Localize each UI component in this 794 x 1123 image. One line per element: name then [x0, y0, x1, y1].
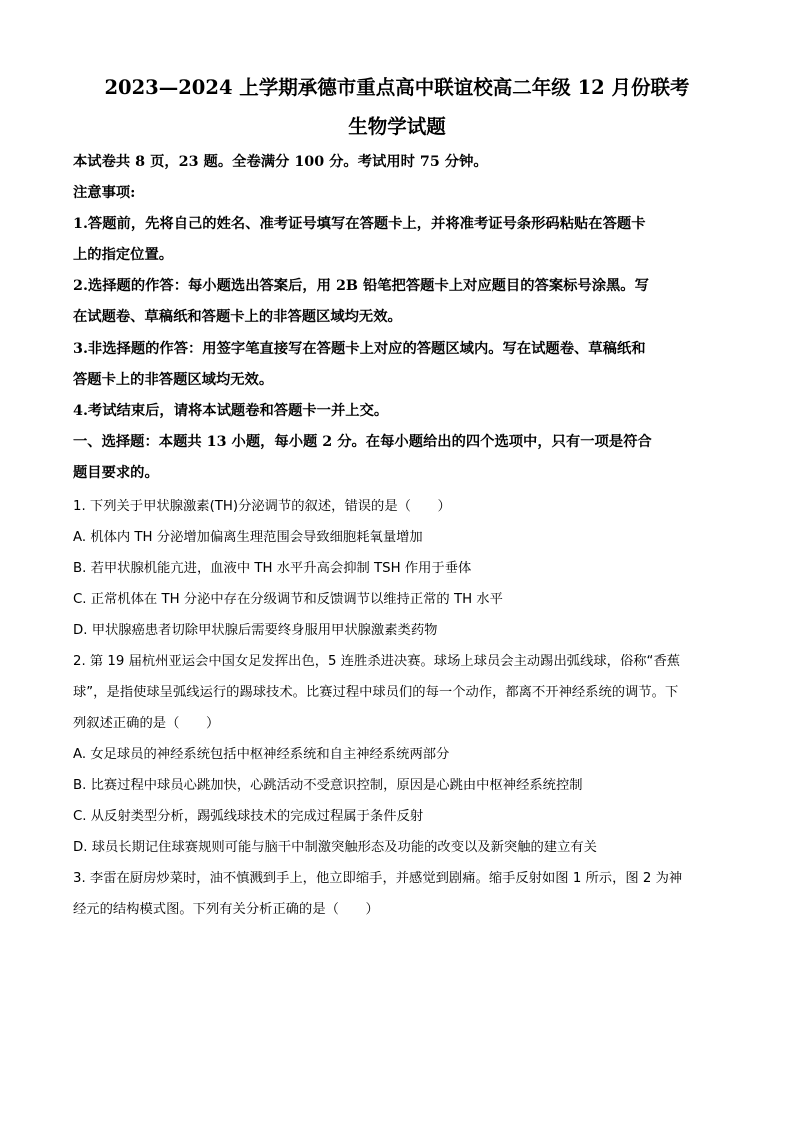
notice-3-line2: 答题卡上的非答题区域均无效。: [73, 372, 274, 388]
q3-stem-line1: 3. 李雷在厨房炒菜时，油不慎溅到手上，他立即缩手，并感觉到剧痛。缩手反射如图 1 所示，图 2 为神: [73, 871, 683, 886]
exam-info: 本试卷共 8 页，23 题。全卷满分 100 分。考试用时 75 分钟。: [73, 154, 488, 170]
q3-stem-line2: 经元的结构模式图。下列有关分析正确的是（ ）: [73, 902, 379, 917]
q2-option-c: C. 从反射类型分析，踢弧线球技术的完成过程属于条件反射: [73, 809, 424, 824]
q2-stem-line1: 2. 第 19 届杭州亚运会中国女足发挥出色，5 连胜杀进决赛。球场上球员会主动踢出弧线球，俗称“香蕉: [73, 654, 681, 669]
q1-option-a: A. 机体内 TH 分泌增加偏离生理范围会导致细胞耗氧量增加: [73, 530, 423, 545]
q1-option-b: B. 若甲状腺机能亢进，血液中 TH 水平升高会抑制 TSH 作用于垂体: [73, 561, 472, 576]
q1-option-c: C. 正常机体在 TH 分泌中存在分级调节和反馈调节以维持正常的 TH 水平: [73, 592, 503, 607]
q1-stem: 1. 下列关于甲状腺激素(TH)分泌调节的叙述，错误的是（ ）: [73, 499, 451, 514]
exam-subtitle: 生物学试题: [348, 115, 446, 138]
q2-option-b: B. 比赛过程中球员心跳加快，心跳活动不受意识控制，原因是心跳由中枢神经系统控制: [73, 778, 583, 793]
notice-4: 4.考试结束后，请将本试题卷和答题卡一并上交。: [73, 403, 389, 419]
q2-option-a: A. 女足球员的神经系统包括中枢神经系统和自主神经系统两部分: [73, 747, 450, 762]
notice-1-line2: 上的指定位置。: [73, 247, 174, 263]
q1-option-d: D. 甲状腺癌患者切除甲状腺后需要终身服用甲状腺激素类药物: [73, 623, 438, 638]
section-heading-line1: 一、选择题：本题共 13 小题，每小题 2 分。在每小题给出的四个选项中，只有一项是符合: [73, 434, 652, 450]
notice-1-line1: 1.答题前，先将自己的姓名、准考证号填写在答题卡上，并将准考证号条形码粘贴在答题卡: [73, 216, 646, 232]
exam-title: 2023—2024 上学期承德市重点高中联谊校高二年级 12 月份联考: [104, 76, 690, 99]
notice-2-line1: 2.选择题的作答：每小题选出答案后，用 2B 铅笔把答题卡上对应题目的答案标号涂黑。写: [73, 278, 649, 294]
q2-stem-line3: 列叙述正确的是（ ）: [73, 716, 220, 731]
section-heading-line2: 题目要求的。: [73, 465, 159, 481]
q2-stem-line2: 球”，是指使球呈弧线运行的踢球技术。比赛过程中球员们的每一个动作，都离不开神经系统的调节。下: [73, 685, 679, 700]
notice-3-line1: 3.非选择题的作答：用签字笔直接写在答题卡上对应的答题区域内。写在试题卷、草稿纸和: [73, 341, 646, 357]
q2-option-d: D. 球员长期记住球赛规则可能与脑干中制激突触形态及功能的改变以及新突触的建立有关: [73, 840, 597, 855]
notice-heading: 注意事项:: [73, 185, 136, 201]
notice-2-line2: 在试题卷、草稿纸和答题卡上的非答题区域均无效。: [73, 309, 402, 325]
